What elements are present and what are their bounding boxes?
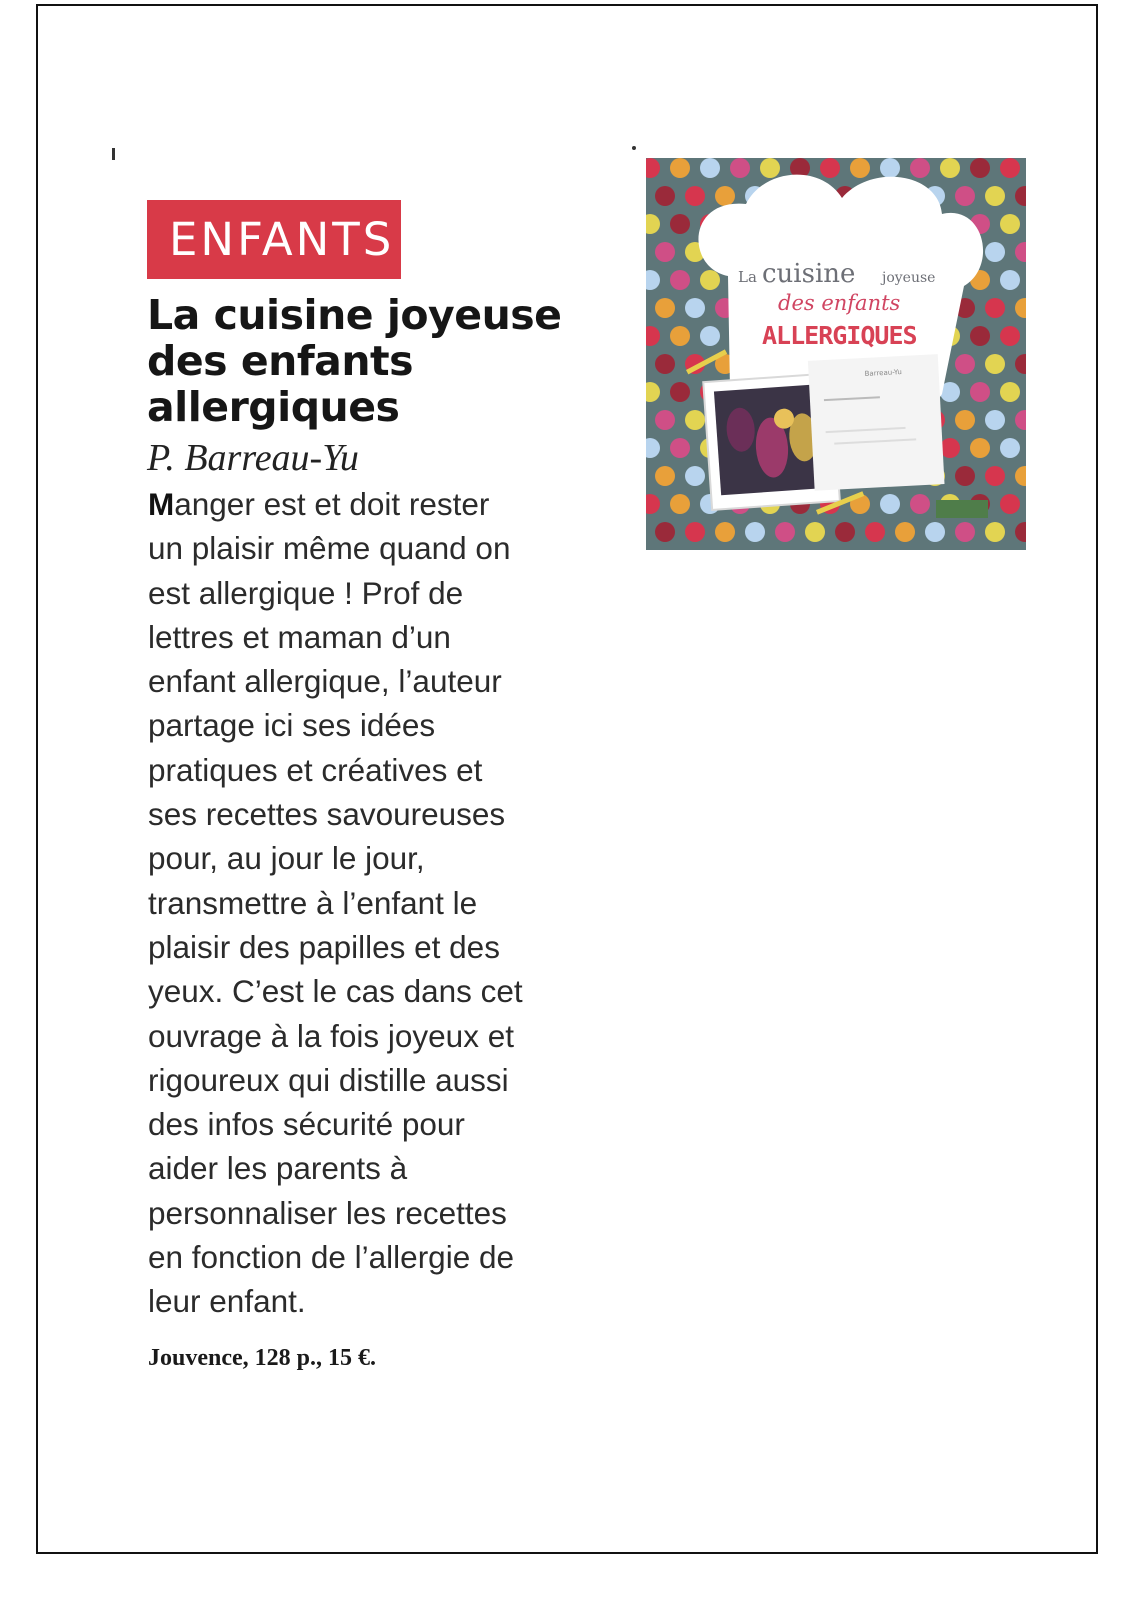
cover-dot [655,186,675,206]
cover-dot [985,186,1005,206]
margin-dot [632,146,636,150]
body-line: plaisir des papilles et des [148,928,500,965]
cover-dot [970,158,990,178]
cover-dot [1000,326,1020,346]
drop-cap: M [148,486,175,522]
cover-dot [955,354,975,374]
cover-title-word: cuisine [762,259,856,289]
cover-dot [850,158,870,178]
body-line: en fonction de l’allergie de [148,1239,515,1276]
cover-dot [670,382,690,402]
section-rubric: ENFANTS [147,200,401,279]
title-line: La cuisine joyeuse [147,291,562,339]
cover-dot [655,298,675,318]
cover-title-allergiques: ALLERGIQUES [762,321,917,350]
cover-dot [670,438,690,458]
cover-dot [985,466,1005,486]
cover-dot [970,382,990,402]
cover-dot [1000,158,1020,178]
body-line: est allergique ! Prof de [148,574,464,611]
cover-author-small: Barreau-Yu [864,368,903,378]
cover-dot [1000,438,1020,458]
cover-dot [700,326,720,346]
cover-dot [655,466,675,486]
cover-dot [985,410,1005,430]
cover-dot [670,270,690,290]
cover-dot [805,522,825,542]
cover-dot [820,158,840,178]
cover-dot [880,494,900,514]
title-line: allergiques [147,383,400,431]
cover-dot [685,298,705,318]
cover-dot [760,158,780,178]
cover-dot [655,354,675,374]
cover-dot [910,158,930,178]
body-line: enfant allergique, l’auteur [148,663,502,700]
cover-dot [655,242,675,262]
body-line: leur enfant. [148,1283,306,1320]
body-line: pour, au jour le jour, [148,840,425,877]
body-line: rigoureux qui distille aussi [148,1061,509,1098]
cover-dot [700,270,720,290]
body-line: un plaisir même quand on [148,530,511,567]
book-cover [646,158,1026,550]
cover-dot [685,466,705,486]
cover-dot [835,522,855,542]
cover-dot [1000,382,1020,402]
cover-dot [985,522,1005,542]
cover-dot [985,354,1005,374]
cover-dot [745,522,765,542]
cover-dot [910,494,930,514]
cover-dot [940,438,960,458]
cover-dot [985,298,1005,318]
cover-dot [940,158,960,178]
cover-dot [895,522,915,542]
body-line: ouvrage à la fois joyeux et [148,1017,514,1054]
body-line: aider les parents à [148,1150,408,1187]
cover-dot [715,522,735,542]
cover-dot [1000,494,1020,514]
body-line: ses recettes savoureuses [148,796,506,833]
cover-dot [865,522,885,542]
cover-title-line: des enfants [778,291,901,315]
cover-dot [985,242,1005,262]
cover-dot [1000,270,1020,290]
cover-dot [925,522,945,542]
cover-note-card [808,354,945,491]
cover-dot [955,186,975,206]
article-title [147,292,587,430]
body-line: partage ici ses idées [148,707,436,744]
margin-mark [112,148,115,160]
title-line: des enfants [147,337,414,385]
cover-dot [685,186,705,206]
cover-dot [685,522,705,542]
body-line: transmettre à l’enfant le [148,884,478,921]
article-author: P. Barreau-Yu [147,437,359,479]
cover-dot [670,494,690,514]
body-line: pratiques et créatives et [148,751,483,788]
cover-title-word: La [738,268,757,286]
article-body [148,482,588,1324]
cover-dot [700,158,720,178]
cover-dot [955,466,975,486]
publisher-info: Jouvence, 128 p., 15 €. [148,1345,376,1371]
cover-dot [655,522,675,542]
publisher-logo [936,500,988,518]
cover-title-word: joyeuse [882,270,936,286]
cover-dot [970,326,990,346]
cover-dot [955,410,975,430]
cover-dot [715,186,735,206]
cover-dot [730,158,750,178]
cover-dot [655,410,675,430]
cover-dot [1000,214,1020,234]
body-line: personnaliser les recettes [148,1194,507,1231]
cover-dot [670,158,690,178]
body-line: anger est et doit rester [174,486,490,522]
cover-dot [970,438,990,458]
body-line: yeux. C’est le cas dans cet [148,973,523,1010]
cover-dot [670,326,690,346]
cover-dot [955,522,975,542]
body-line: lettres et maman d’un [148,618,451,655]
cover-dot [685,410,705,430]
cover-dot [775,522,795,542]
body-line: des infos sécurité pour [148,1106,465,1143]
cover-dot [880,158,900,178]
cover-dot [670,214,690,234]
